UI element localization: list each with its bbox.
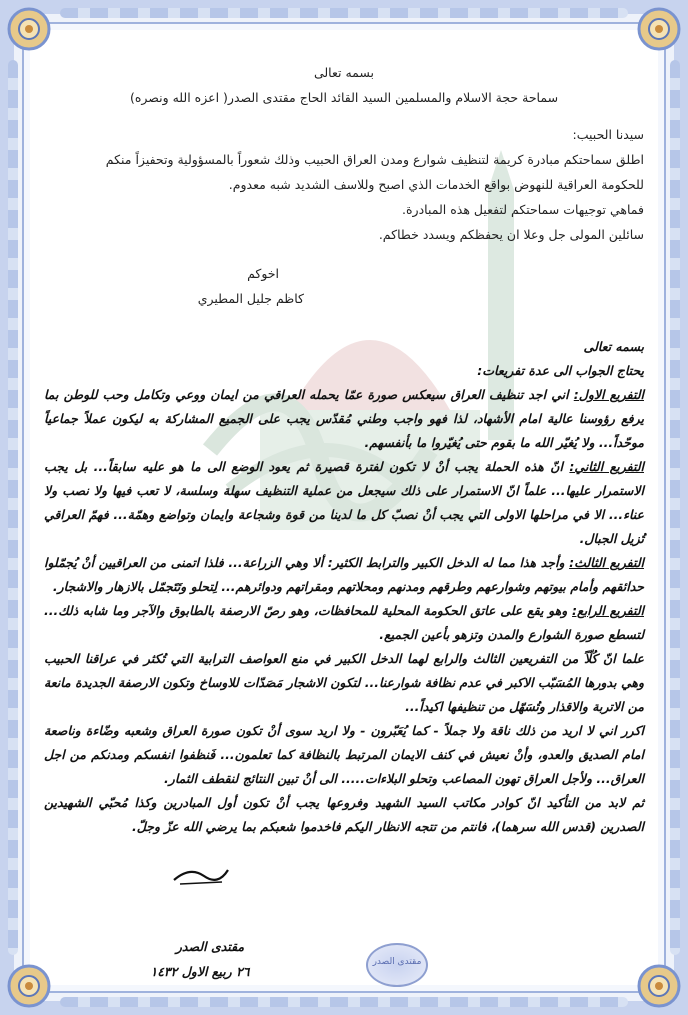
branch-label: التفريع الثاني: (569, 459, 644, 474)
reply-intro: يحتاج الجواب الى عدة تفريعات: (477, 363, 644, 378)
branch-text: اني اجد تنظيف العراق سيعكس صورة عمّا يحمله العراقي من ايمان ووعي وتكامل وحب للوطن بما يرفع رؤوسنا عالية امام الأشهاد، لذا فهو واجب وطني مُقدّس يجب على الجميع المشاركة به ليكون عملاً جماعياً موحّداً... ولا يُغيّر الله ما بقوم حتى يُغيّروا ما بأنفسهم. (44, 387, 644, 450)
signature-date: ٢٦ ربيع الاول ١٤٣٢ (150, 964, 250, 979)
letter-paragraph: اطلق سماحتكم مبادرة كريمة لتنظيف شوارع ومدن العراق الحبيب وذلك شعوراً بالمسؤولية وتحفيزاً منكم (105, 152, 644, 167)
reply-paragraph: اكرر اني لا اريد من ذلك ناقة ولا جملاً - كما يُعَبّرون - ولا اريد سوى أنْ تكون صورة العراق وشعبه وضّاءة وناصعة امام الصديق والعدو، وأنْ نعيش في كنف الايمان المرتبط بالنظافة كما تعلمون... فَنظفوا انفسكم ومدنكم من اجل العراق... ولأجل العراق تهون المصاعب وتحلو البلاءات..... الى أنْ تبين النتائج لنقطف الثمار. (44, 723, 644, 786)
reply-branch-4 (44, 599, 644, 647)
branch-label: التفريع الاول: (573, 387, 644, 402)
border-vine-bottom (60, 997, 628, 1007)
branch-text: وأجد هذا مما له الدخل الكبير والترابط الكثير: ألا وهي الزراعة... فلذا اتمنى من العراقيين أنْ يُجمّلوا حدائقهم وأمام بيوتهم وشوارعهم وطرقهم ومدنهم ومحلاتهم ومقراتهم ودوائرهم... لِتحلو وتَتَجمّل بالازهار والاشجار. (44, 555, 644, 594)
letter-closing: اخوكم (247, 266, 279, 281)
letter-content (44, 50, 644, 975)
reply-branch-1 (44, 383, 644, 455)
border-vine-left (8, 60, 18, 955)
reply-branch-3 (44, 551, 644, 599)
letter-paragraph: للحكومة العراقية للنهوض بواقع الخدمات الذي اصبح وللاسف الشديد شبه معدوم. (228, 177, 644, 192)
seal-text: مقتدى الصدر (372, 957, 422, 967)
branch-text: انّ هذه الحملة يجب أنْ لا تكون لفترة قصيرة ثم يعود الوضع الى ما هو عليه سابقاً... بل يجب الاستمرار عليها... علماً انّ الاستمرار على ذلك سيجعل من عملية التنظيف سهلة وسلسة، لا تعب فيها ولا نصب ولا عناء... الا في مراحلها الاولى التي يجب أنْ نصبّ كل ما لدينا من قوة وشجاعة وايمان وتواضع وهمّة... فهمّ العراقي تُزيل الجبال. (44, 459, 644, 546)
border-vine-top (60, 8, 628, 18)
signature-mark-icon (170, 862, 230, 888)
branch-text: وهو يقع على عاتق الحكومة المحلية للمحافظات، وهو رصّ الارصفة بالطابوق والآجر وما شابه ذلك... لتسطع صورة الشوارع والمدن وتزهو بأعين الجميع. (44, 603, 644, 642)
letter-paragraph: سائلين المولى جل وعلا ان يحفظكم ويسدد خطاكم. (378, 227, 644, 242)
reply-basmala: بسمه تعالى (583, 339, 644, 354)
letter-greeting: سيدنا الحبيب: (572, 127, 644, 142)
reply-branch-2 (44, 455, 644, 551)
reply-paragraph: علما انّ كُلّاً من التفريعين الثالث والرابع لهما الدخل الكبير في منع العواصف الترابية التي تُكثر في عراقنا الحبيب وهي بدورها المُسَبّب الاكبر في عدم نظافة شوارعنا... لتكون الاشجار مَصَدّات للاوساخ وتكون الارصفة الجديدة مانعة من الاتربة والاقذار وتُسَهّل من تنظيفها اكيداً... (44, 651, 644, 714)
letter-sender: كاظم جليل المطيري (197, 291, 304, 306)
reply-paragraph: ثم لابد من التأكيد انّ كوادر مكاتب السيد الشهيد وفروعها يجب أنْ تكون أول المبادرين وكذا مُحبّي الشهيدين الصدرين (قدس الله سرهما)، فانتم من تتجه الانظار اليكم فاخدموا شعبكم بما يرضي الله عزّ وجلّ. (44, 795, 644, 834)
letter-basmala: بسمه تعالى (313, 65, 375, 80)
border-vine-right (670, 60, 680, 955)
signature-name: مقتدى الصدر (175, 939, 245, 954)
office-seal (366, 943, 428, 987)
letter-addressee: سماحة حجة الاسلام والمسلمين السيد القائد الحاج مقتدى الصدر( اعزه الله ونصره) (129, 90, 559, 105)
branch-label: التفريع الثالث: (569, 555, 644, 570)
branch-label: التفريع الرابع: (572, 603, 644, 618)
letter-paragraph: فماهي توجيهات سماحتكم لتفعيل هذه المبادرة. (402, 202, 644, 217)
